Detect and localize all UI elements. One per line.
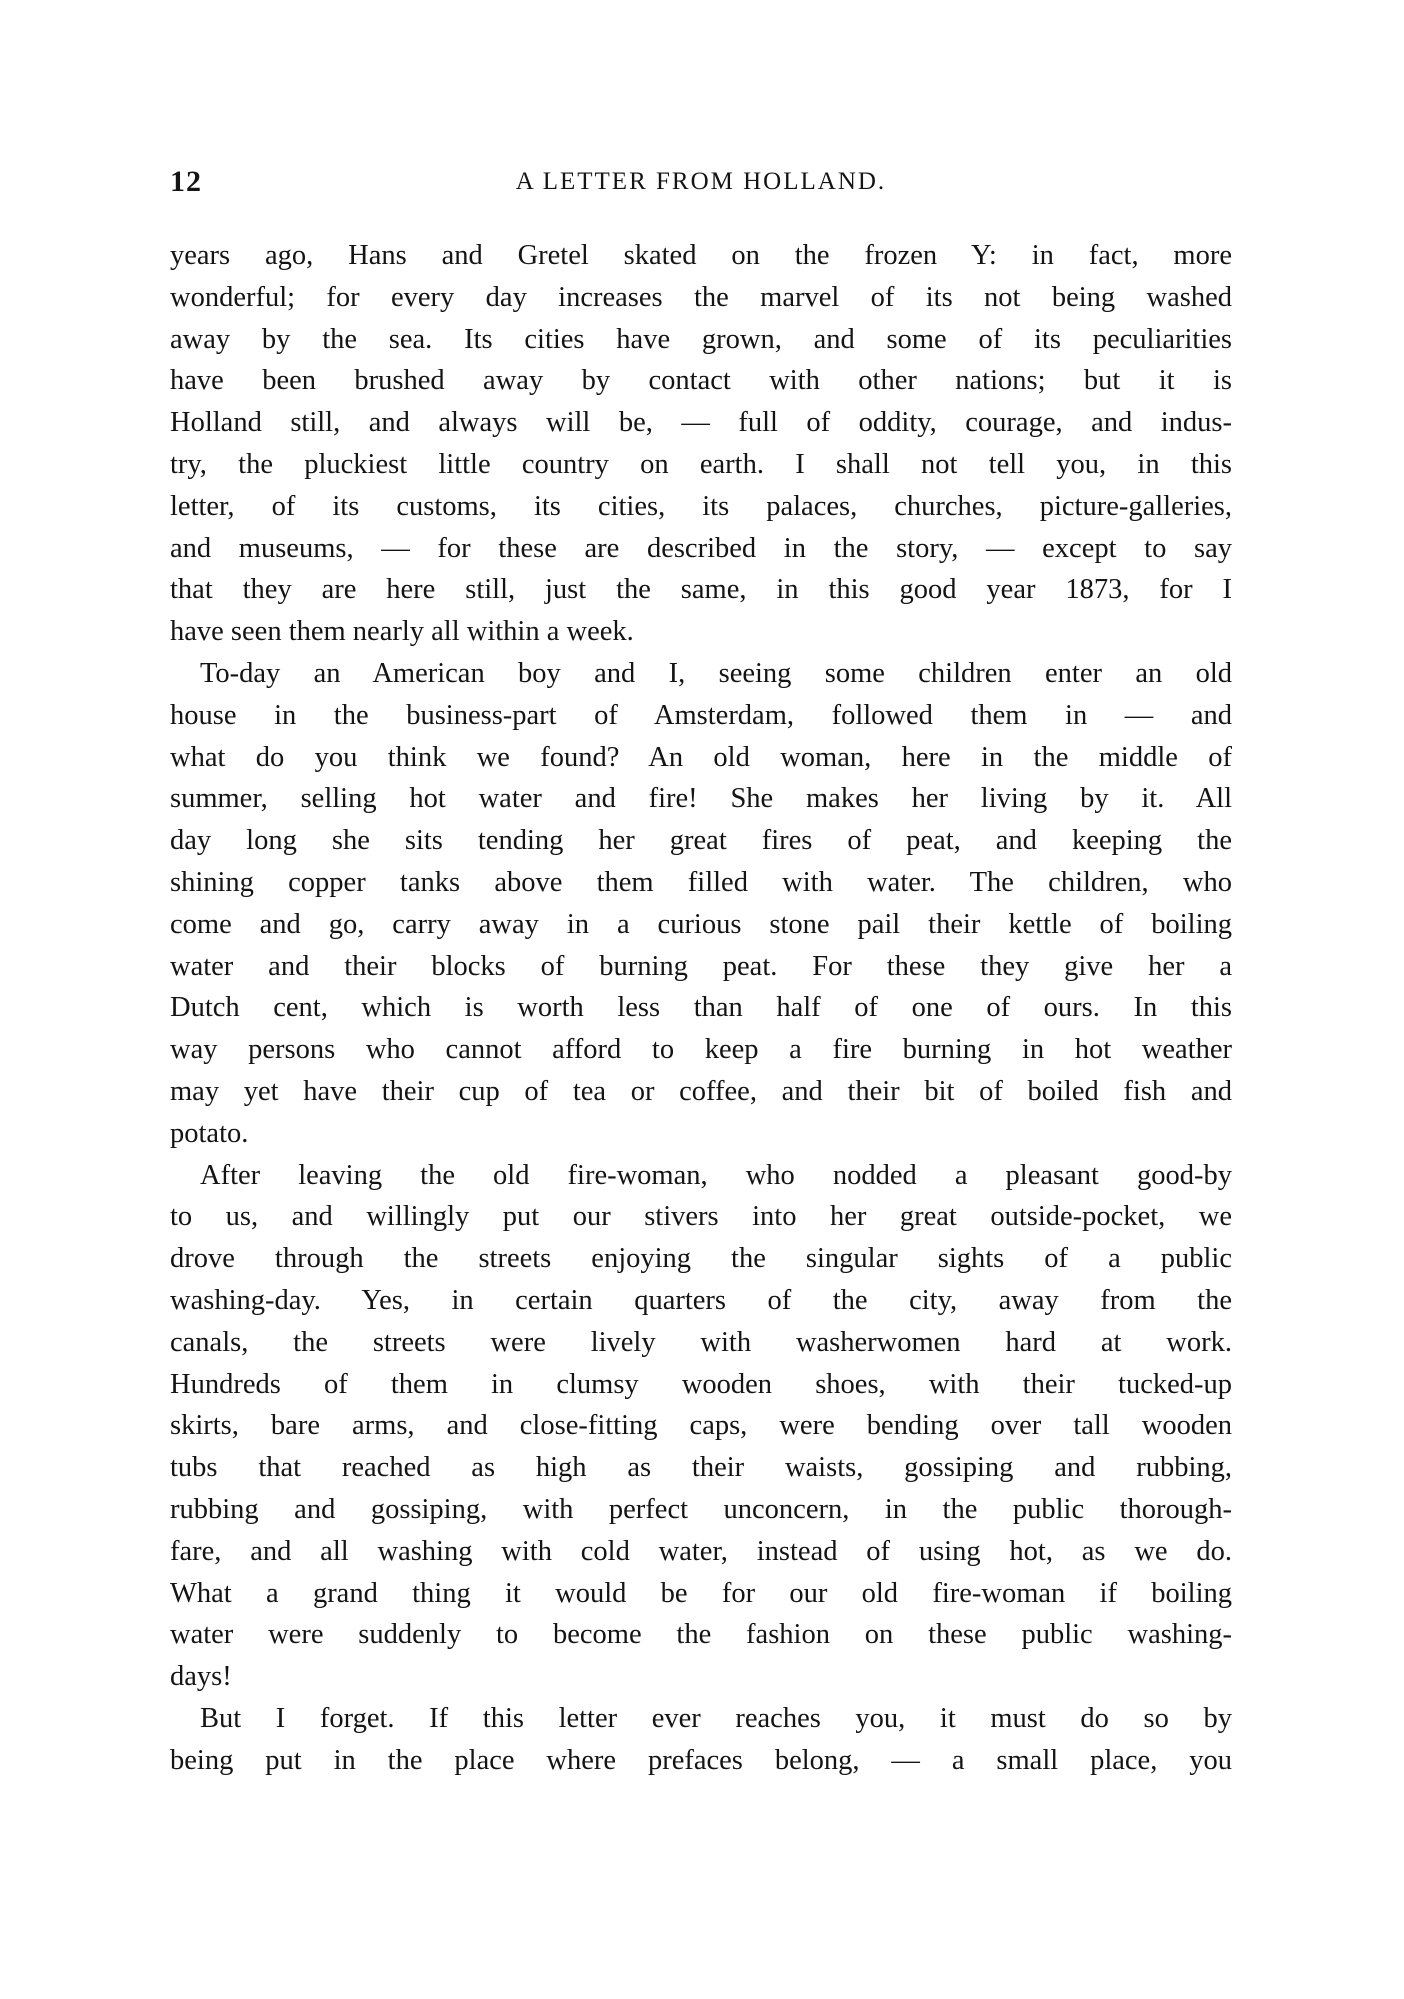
text-line: washing-day. Yes, in certain quarters of the city, away from the: [170, 1284, 1232, 1316]
text-line: Hundreds of them in clumsy wooden shoes, with their tucked-up: [170, 1368, 1232, 1400]
text-line: way persons who cannot afford to keep a fire burning in hot weather: [170, 1034, 1232, 1066]
text-line: being put in the place where prefaces belong, — a small place, you: [170, 1744, 1232, 1776]
text-line: house in the business-part of Amsterdam, followed them in — and: [170, 699, 1232, 731]
text-line: have seen them nearly all within a week.: [170, 616, 634, 648]
text-line: that they are here still, just the same, in this good year 1873, for I: [170, 574, 1232, 606]
text-line: canals, the streets were lively with washerwomen hard at work.: [170, 1326, 1232, 1358]
text-line: try, the pluckiest little country on earth. I shall not tell you, in this: [170, 448, 1232, 480]
text-line: potato.: [170, 1117, 249, 1149]
text-line: Holland still, and always will be, — full of oddity, courage, and indus-: [170, 407, 1232, 439]
text-line: what do you think we found? An old woman, here in the middle of: [170, 741, 1232, 773]
page-number: 12: [170, 165, 202, 198]
text-line: have been brushed away by contact with other nations; but it is: [170, 365, 1232, 397]
text-line: drove through the streets enjoying the singular sights of a public: [170, 1243, 1232, 1275]
text-line: letter, of its customs, its cities, its palaces, churches, picture-galleries,: [170, 490, 1232, 522]
text-line: skirts, bare arms, and close-fitting caps, were bending over tall wooden: [170, 1410, 1232, 1442]
text-line: come and go, carry away in a curious stone pail their kettle of boiling: [170, 908, 1232, 940]
text-line: After leaving the old fire-woman, who nodded a pleasant good-by: [200, 1159, 1232, 1191]
running-title: A LETTER FROM HOLLAND.: [515, 168, 887, 195]
running-head: [170, 160, 1232, 204]
text-line: away by the sea. Its cities have grown, and some of its peculiarities: [170, 323, 1232, 355]
text-line: fare, and all washing with cold water, instead of using hot, as we do.: [170, 1535, 1232, 1567]
body-text: [170, 235, 1232, 1781]
text-line: What a grand thing it would be for our old fire-woman if boiling: [170, 1577, 1232, 1609]
text-line: shining copper tanks above them filled with water. The children, who: [170, 866, 1232, 898]
text-line: water and their blocks of burning peat. For these they give her a: [170, 950, 1232, 982]
text-line: years ago, Hans and Gretel skated on the frozen Y: in fact, more: [170, 240, 1232, 271]
text-line: to us, and willingly put our stivers into her great outside-pocket, we: [170, 1201, 1232, 1233]
text-line: and museums, — for these are described in the story, — except to say: [170, 532, 1232, 564]
text-line: But I forget. If this letter ever reaches you, it must do so by: [200, 1702, 1232, 1734]
text-line: tubs that reached as high as their waists, gossiping and rubbing,: [170, 1452, 1232, 1484]
text-line: Dutch cent, which is worth less than half of one of ours. In this: [170, 992, 1232, 1024]
text-line: day long she sits tending her great fires of peat, and keeping the: [170, 825, 1232, 857]
text-line: water were suddenly to become the fashion on these public washing-: [170, 1619, 1232, 1651]
text-line: rubbing and gossiping, with perfect unconcern, in the public thorough-: [170, 1493, 1232, 1525]
text-line: may yet have their cup of tea or coffee, and their bit of boiled fish and: [170, 1075, 1232, 1107]
text-line: wonderful; for every day increases the marvel of its not being washed: [170, 281, 1232, 313]
text-line: To-day an American boy and I, seeing some children enter an old: [200, 657, 1232, 689]
text-line: days!: [170, 1661, 232, 1693]
text-line: summer, selling hot water and fire! She makes her living by it. All: [170, 783, 1232, 815]
